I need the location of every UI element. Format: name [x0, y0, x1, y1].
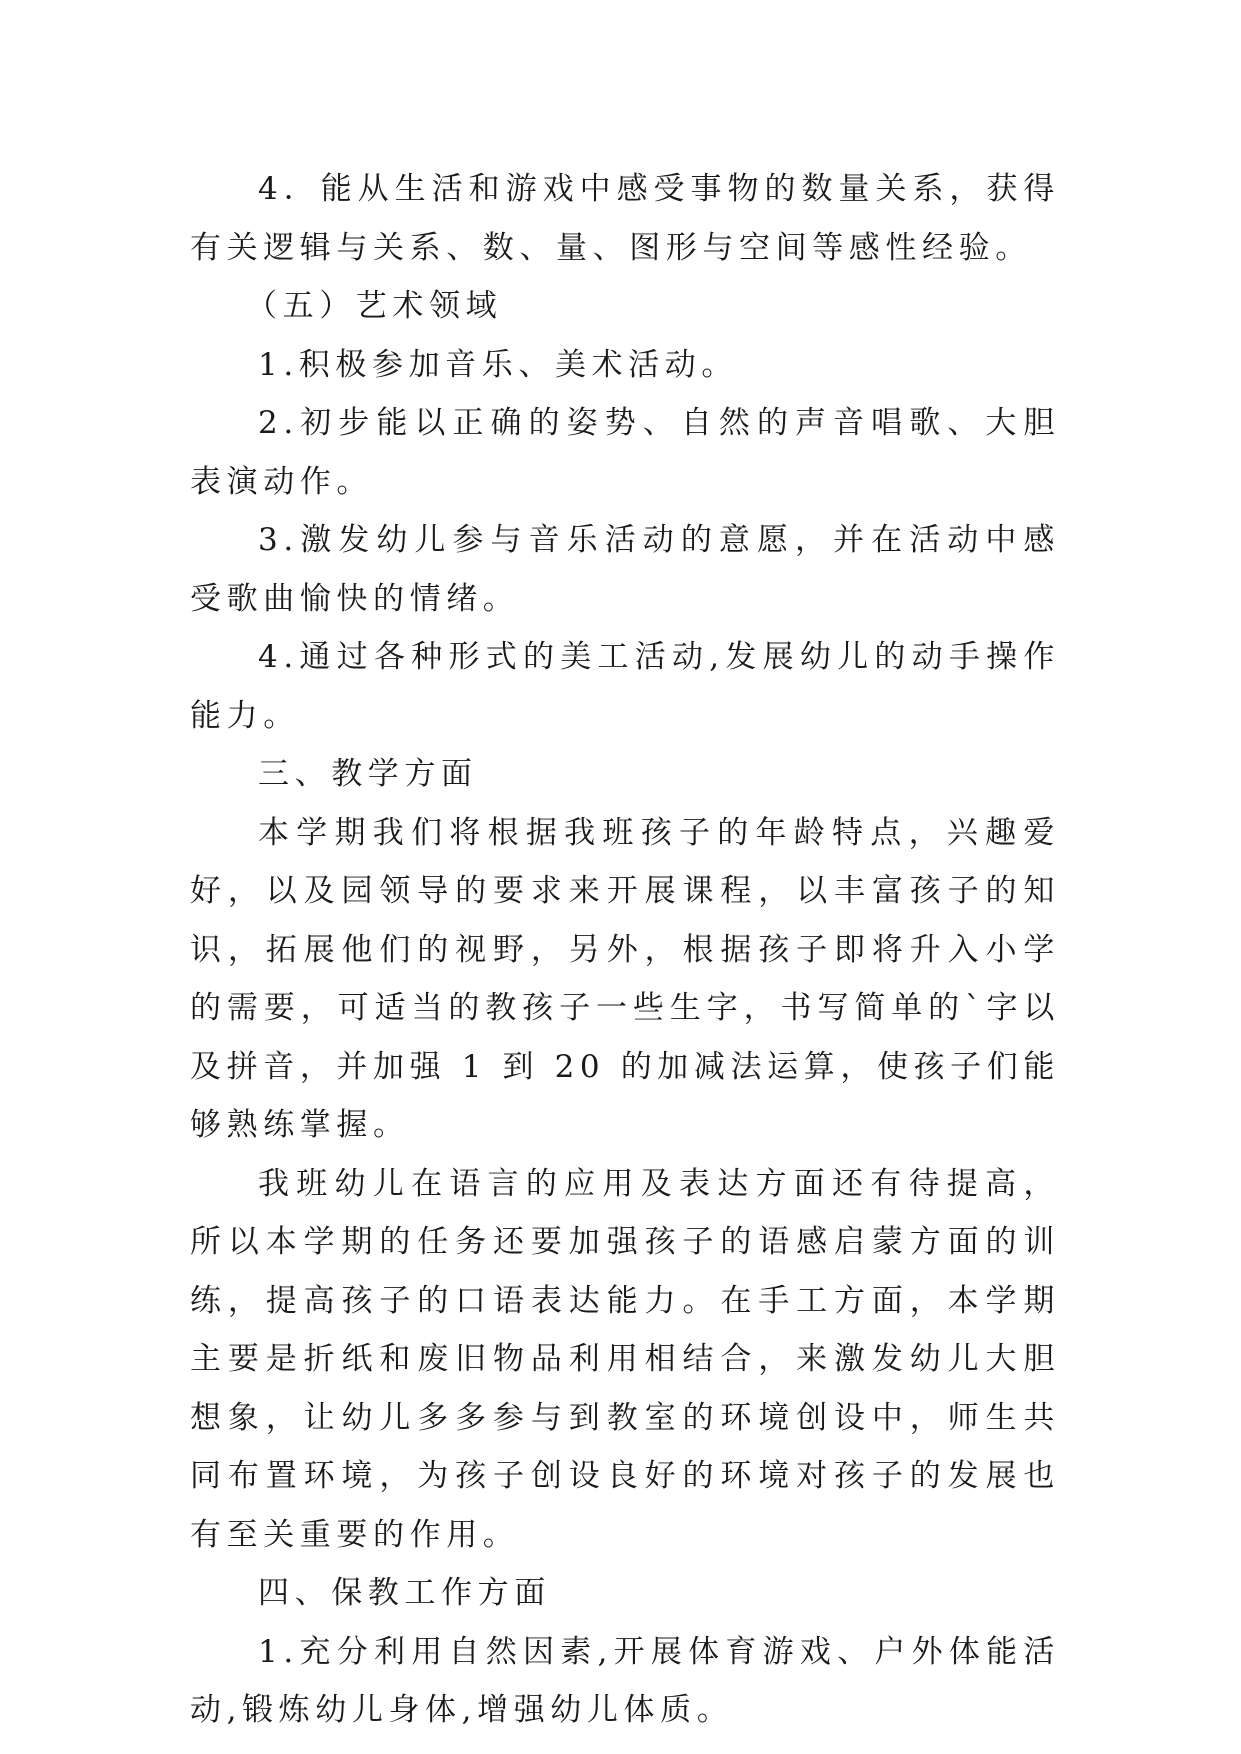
paragraph-math-item-4: 4．能从生活和游戏中感受事物的数量关系，获得有关逻辑与关系、数、量、图形与空间等感性经验。	[190, 171, 1060, 266]
section-heading-care: 四、保教工作方面	[258, 1575, 551, 1611]
document-body	[190, 160, 1060, 1740]
paragraph-care-item-1: 1.充分利用自然因素,开展体育游戏、户外体能活动,锻炼幼儿身体,增强幼儿体质。	[190, 1633, 1060, 1728]
paragraph-art-item-1: 1.积极参加音乐、美术活动。	[258, 346, 738, 383]
paragraph-art-item-3: 3.激发幼儿参与音乐活动的意愿，并在活动中感受歌曲愉快的情绪。	[190, 522, 1060, 617]
section-heading-teaching: 三、教学方面	[258, 756, 478, 792]
paragraph-art-item-4: 4.通过各种形式的美工活动,发展幼儿的动手操作能力。	[190, 639, 1060, 734]
paragraph-teaching-2: 我班幼儿在语言的应用及表达方面还有待提高，所以本学期的任务还要加强孩子的语感启蒙方面的训练，提高孩子的口语表达能力。在手工方面，本学期主要是折纸和废旧物品利用相结合，来激发幼儿大胆想象，让幼儿多多参与到教室的环境创设中，师生共同布置环境，为孩子创设良好的环境对孩子的发展也有至关重要的作用。	[190, 1165, 1060, 1553]
paragraph-teaching-1: 本学期我们将根据我班孩子的年龄特点，兴趣爱好，以及园领导的要求来开展课程，以丰富孩子的知识，拓展他们的视野，另外，根据孩子即将升入小学的需要，可适当的教孩子一些生字，书写简单的`字以及拼音，并加强 1 到 20 的加减法运算，使孩子们能够熟练掌握。	[190, 814, 1060, 1143]
section-heading-art-domain: （五）艺术领域	[246, 288, 503, 324]
paragraph-art-item-2: 2.初步能以正确的姿势、自然的声音唱歌、大胆表演动作。	[190, 405, 1060, 500]
